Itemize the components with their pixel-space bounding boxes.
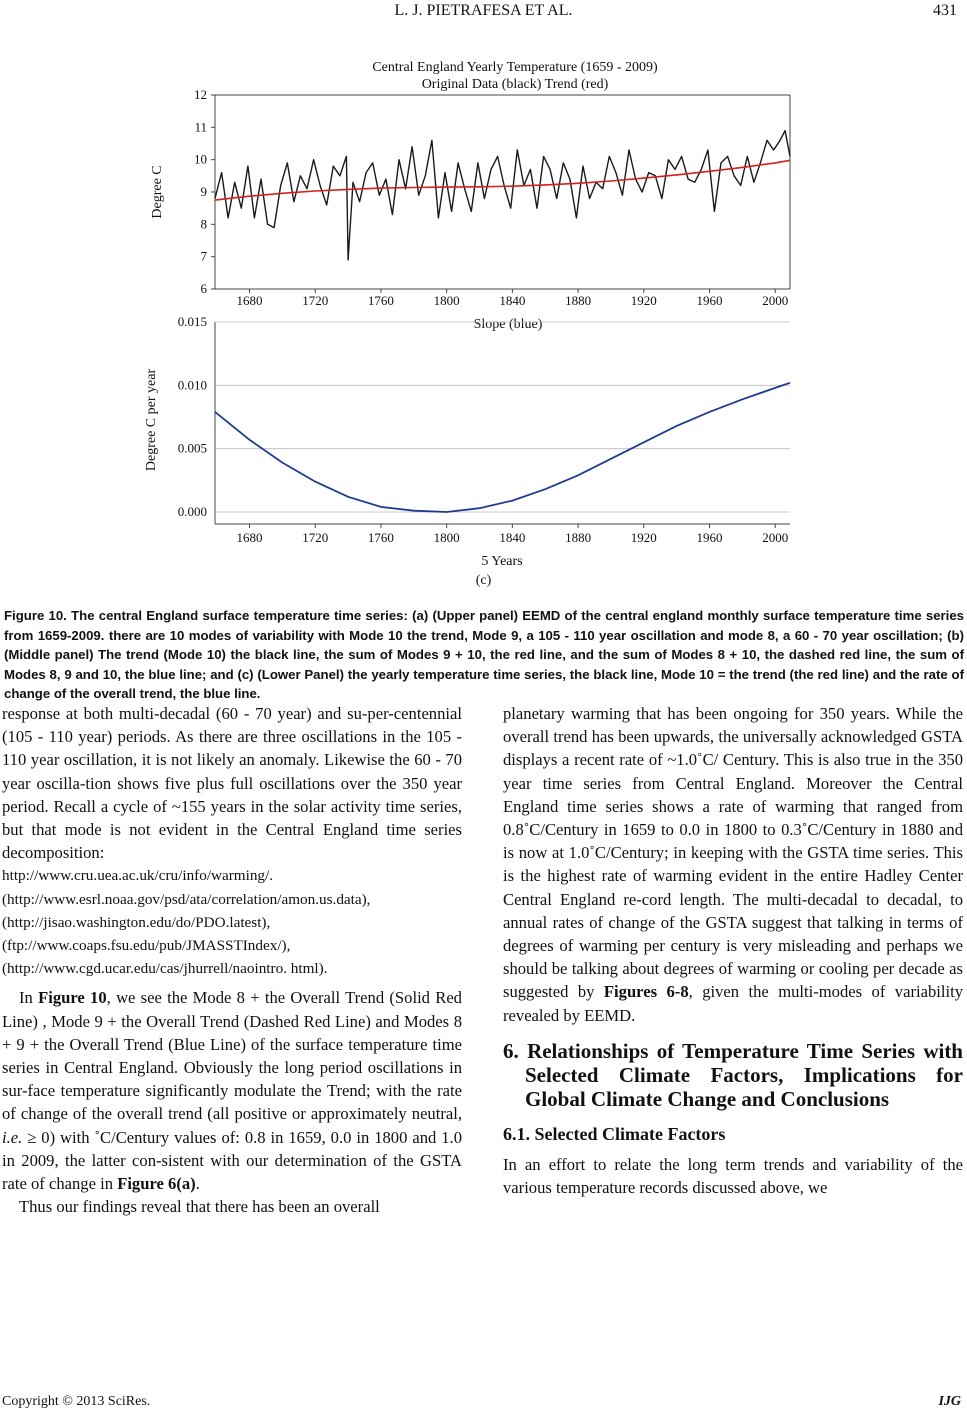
x-tick-label: 2000 <box>762 293 789 308</box>
reference-link[interactable]: (http://www.cgd.ucar.edu/cas/jhurrell/naointro. html). <box>2 960 328 978</box>
text-run: In <box>19 988 39 1008</box>
panel-label: (c) <box>475 573 492 588</box>
y-tick-label: 0.010 <box>177 377 207 393</box>
left-paragraph-1: response at both multi-decadal (60 - 70 year) and su-per-centennial (105 - 110 year) periods. As there are three oscillations in the 105 - 110 year oscillation, it is not likely an anomaly. Likewise the 60 - 70 year oscilla-tion shows five plus full oscillations over the 350 year period. Recall a cycle of ~155 years in the solar activity time series, but that mode is not evident in the Central England time series decomposition: <box>2 704 462 863</box>
text-run: , we see the Mode 8 + the Overall Trend (Solid Red Line) , Mode 9 + the Overall Trend (Dashed Red Line) and Modes 8 + 9 + the Overall Trend (Blue Line) of the surface temperature time series in Central England. Obviously the long period oscillations in sur-face temperature significantly modulate the Trend; with the rate of change of the overall trend (all positive or approximately neutral, <box>2 988 462 1124</box>
y-axis-label-temp: Degree C <box>150 165 165 219</box>
chart-subtitle: Original Data (black) Trend (red) <box>421 77 609 92</box>
right-paragraph-2: In an effort to relate the long term trends and variability of the various temperature records discussed above, we <box>503 1154 963 1198</box>
x-tick-label: 1720 <box>302 293 329 308</box>
x-tick-label: 1760 <box>367 530 394 545</box>
reference-link[interactable]: (http://jisao.washington.edu/do/PDO.latest), <box>2 913 271 931</box>
text-run: planetary warming that has been ongoing for 350 years. While the overall trend has been upwards, the universally acknowledged GSTA displays a recent rate of ~1.0˚C/ Century. This is also true in the 350 year time series from Central England. Moreover the Central England time series shows a rate of warming that ranged from 0.8˚C/Century in 1659 to 0.0 in 1800 to 0.3˚C/Century in 1880 and is now at 1.0˚C/Century; in keeping with the GSTA time series. This is the highest rate of warming evident in the entire Hadley Center Central England re-cord length. The multi-decadal to decadal, to annual rates of change of the GSTA suggest that talking in terms of degrees of warming per century is very misleading and perhaps we should be talking about degrees of warming or cooling per decade as suggested by <box>503 704 963 1002</box>
x-tick-label: 1960 <box>696 530 723 545</box>
slope-panel <box>144 314 790 569</box>
journal-abbrev: IJG <box>938 1394 961 1409</box>
reference-link[interactable]: http://www.cru.uea.ac.uk/cru/info/warming/. <box>2 867 274 885</box>
y-tick-label: 0.005 <box>177 440 207 456</box>
caption-label: Figure 10. <box>4 608 67 623</box>
x-tick-label: 1840 <box>499 530 526 545</box>
x-tick-label: 1800 <box>433 530 460 545</box>
right-paragraph-1 <box>503 702 963 1027</box>
running-header: L. J. PIETRAFESA ET AL. <box>394 2 573 19</box>
right-column <box>503 702 963 1199</box>
text-run: i.e. <box>2 1127 23 1147</box>
subsection-heading: 6.1. Selected Climate Factors <box>503 1123 726 1144</box>
y-tick-label: 9 <box>200 184 207 199</box>
y-tick-label: 7 <box>200 248 207 264</box>
x-tick-label: 1880 <box>565 293 592 308</box>
slope-series-line <box>215 383 790 512</box>
y-tick-label: 11 <box>194 119 207 135</box>
y-tick-label: 10 <box>194 151 207 167</box>
temperature-panel <box>150 60 790 308</box>
page-number: 431 <box>933 2 957 19</box>
y-tick-label: 12 <box>194 87 207 102</box>
y-tick-label: 6 <box>200 281 207 296</box>
temperature-series-line <box>215 131 790 260</box>
copyright-notice: Copyright © 2013 SciRes. <box>2 1394 151 1409</box>
x-tick-label: 1760 <box>367 293 394 308</box>
reference-link[interactable]: (ftp://www.coaps.fsu.edu/pub/JMASSTIndex/), <box>2 937 291 955</box>
x-tick-label: 1680 <box>236 530 263 545</box>
x-tick-label: 1840 <box>499 293 526 308</box>
x-tick-label: 1720 <box>302 530 329 545</box>
y-tick-label: 0.015 <box>177 314 207 329</box>
figure-reference[interactable]: Figure 10 <box>38 988 107 1008</box>
x-tick-label: 1800 <box>433 293 460 308</box>
text-run: , given the multi-modes of variability revealed by EEMD. <box>503 982 963 1025</box>
left-column <box>2 702 462 1218</box>
x-axis-label-slope: 5 Years <box>481 554 523 569</box>
text-run: ≥ 0) with ˚C/Century values of: 0.8 in 1659, 0.0 in 1800 and 1.0 in 2009, the latter con-sistent with our determination of the GSTA rate of change in <box>2 1127 462 1194</box>
chart-title: Central England Yearly Temperature (1659 - 2009) <box>372 60 658 75</box>
figure-10-chart <box>140 50 800 590</box>
slope-title: Slope (blue) <box>473 317 543 332</box>
section-heading: 6. Relationships of Temperature Time Series with Selected Climate Factors, Implications for Global Climate Change and Conclusions <box>503 1038 963 1111</box>
y-tick-label: 8 <box>200 216 207 232</box>
x-tick-label: 1920 <box>630 293 657 308</box>
figure-caption <box>4 606 964 704</box>
text-run: . <box>195 1174 200 1194</box>
x-tick-label: 1880 <box>565 530 592 545</box>
caption-text: The central England surface temperature time series: (a) (Upper panel) EEMD of the central england monthly surface temperature time series from 1659-2009. there are 10 modes of variability with Mode 10 the trend, Mode 9, a 105 - 110 year oscillation and mode 8, a 60 - 70 year oscillation; (b) (Middle panel) The trend (Mode 10) the black line, the sum of Modes 9 + 10, the red line, and the sum of Modes 8 + 10, the dashed red line, the sum of Modes 8, 9 and 10, the blue line; and (c) (Lower Panel) the yearly temperature time series, the black line, Mode 10 = the trend (the red line) and the rate of change of the overall trend, the blue line. <box>4 608 965 701</box>
x-tick-label: 1680 <box>236 293 263 308</box>
left-paragraph-2 <box>2 986 462 1195</box>
x-tick-label: 1920 <box>630 530 657 545</box>
x-tick-label: 1960 <box>696 293 723 308</box>
figure-reference[interactable]: Figures 6-8 <box>603 982 689 1002</box>
y-axis-label-slope: Degree C per year <box>144 368 159 472</box>
left-paragraph-3: Thus our findings reveal that there has been an overall <box>19 1197 380 1217</box>
figure-reference[interactable]: Figure 6(a) <box>117 1174 196 1194</box>
reference-link[interactable]: (http://www.esrl.noaa.gov/psd/ata/correlation/amon.us.data), <box>2 890 371 908</box>
y-tick-label: 0.000 <box>177 504 207 519</box>
x-tick-label: 2000 <box>762 530 789 545</box>
